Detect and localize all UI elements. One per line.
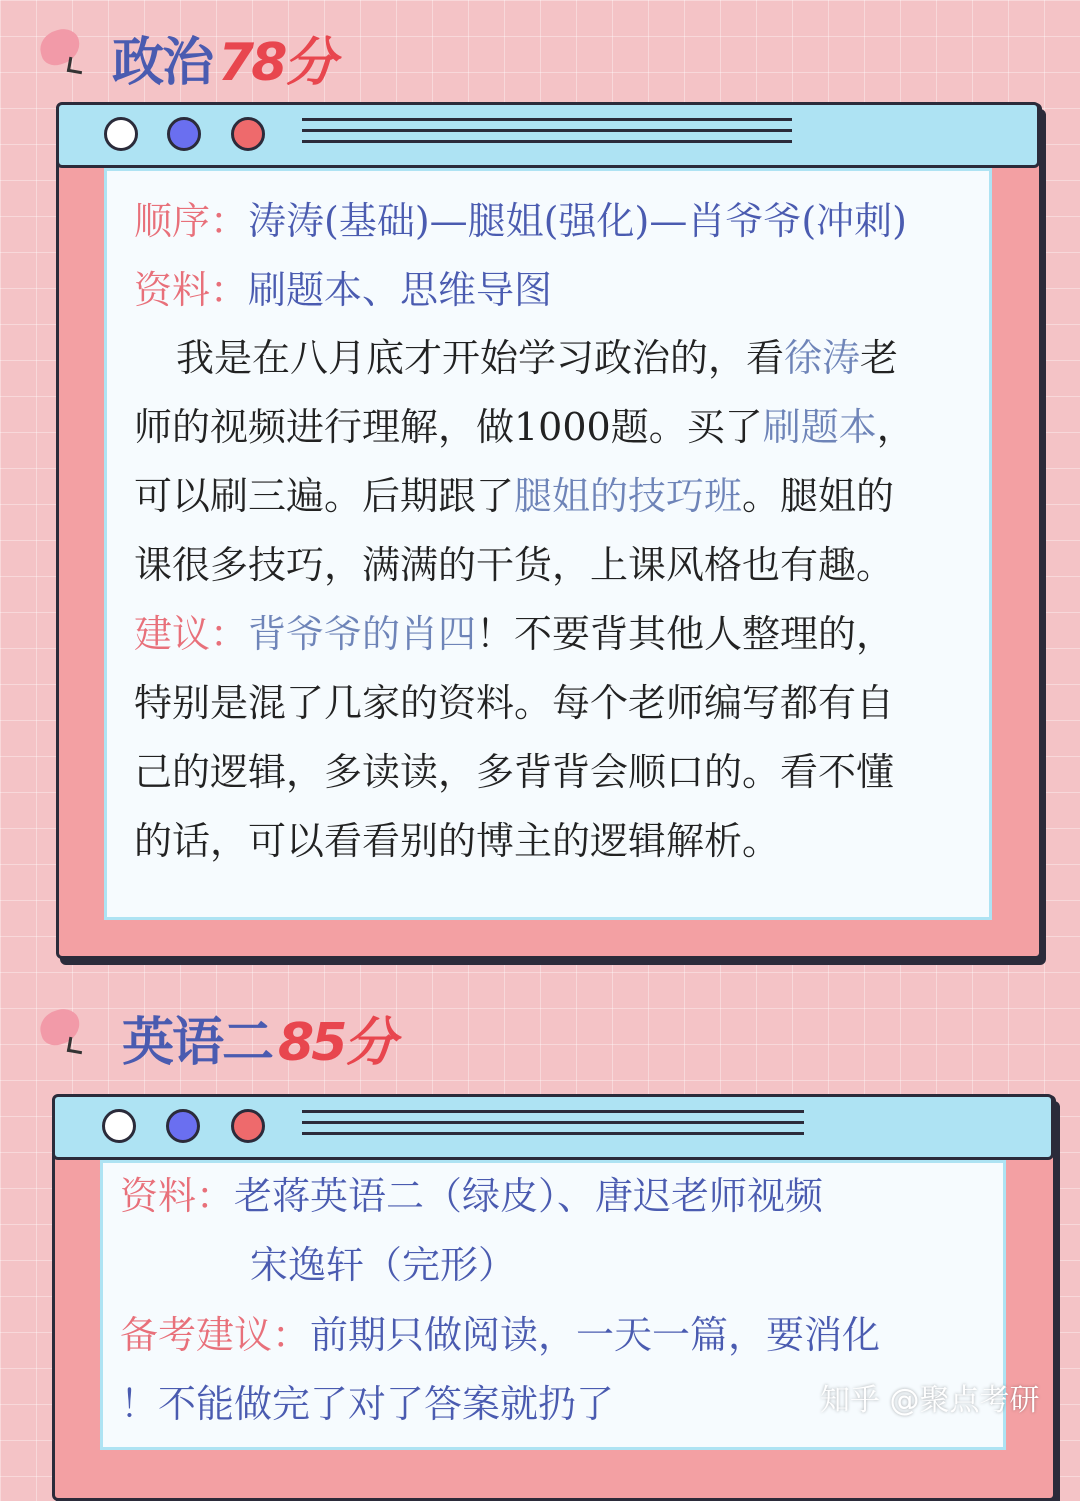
window-dot-red-icon [231, 1109, 265, 1143]
material-label: 资料： [134, 268, 249, 312]
window-dot-blue-icon [166, 1109, 200, 1143]
advice-label: 备考建议： [120, 1313, 311, 1357]
politics-paragraph [134, 324, 984, 876]
para-line [134, 324, 984, 393]
window-dot-white-icon [104, 117, 138, 151]
advice-row [120, 1313, 881, 1357]
window-dot-red-icon [231, 117, 265, 151]
material-label: 资料： [120, 1174, 235, 1218]
para-line [134, 462, 984, 531]
material-row [120, 1174, 824, 1218]
material-row [134, 268, 553, 312]
subject-title: 政治 [112, 33, 213, 93]
subject-title: 英语二 [122, 1013, 273, 1073]
sparkle-icon [67, 1037, 84, 1054]
advice-value: 前期只做阅读，一天一篇，要消化 [310, 1313, 881, 1357]
text: 可以刷三遍。后期跟了 [134, 474, 515, 518]
para-line: 的话，可以看看别的博主的逻辑解析。 [134, 819, 781, 863]
politics-heading [40, 20, 333, 95]
text: ， [876, 405, 915, 449]
highlight-text: 背爷爷的肖四 [248, 612, 477, 656]
sparkle-icon [67, 57, 84, 74]
watermark: 知乎 @聚点考研 [820, 1383, 1040, 1418]
text: ！不要背其他人整理的， [476, 612, 895, 656]
para-line [134, 393, 984, 462]
para-line: 课很多技巧，满满的干货，上课风格也有趣。 [134, 543, 895, 587]
advice-label: 建议： [134, 612, 249, 656]
para-line: 特别是混了几家的资料。每个老师编写都有自 [134, 681, 895, 725]
text: 师的视频进行理解，做1000题。买了 [134, 405, 763, 449]
order-label: 顺序： [134, 199, 249, 243]
titlebar-lines [302, 1110, 804, 1143]
subject-score: 78分 [218, 33, 334, 93]
highlight-text: 刷题本 [762, 405, 877, 449]
text: 。腿姐的 [742, 474, 895, 518]
material-value-line2: 宋逸轩（完形） [250, 1243, 517, 1287]
subject-score: 85分 [278, 1013, 394, 1073]
text: 我是在八月底才开始学习政治的，看 [176, 336, 785, 380]
text: 老 [860, 336, 899, 380]
window-dot-blue-icon [167, 117, 201, 151]
advice-line [134, 600, 984, 669]
window-dot-white-icon [102, 1109, 136, 1143]
highlight-text: 腿姐的技巧班 [514, 474, 743, 518]
para-line: 己的逻辑，多读读，多背背会顺口的。看不懂 [134, 750, 895, 794]
order-row [134, 199, 907, 243]
highlight-text: 徐涛 [784, 336, 861, 380]
material-value: 老蒋英语二（绿皮）、唐迟老师视频 [234, 1174, 824, 1218]
advice-value-line2: ！不能做完了对了答案就扔了 [120, 1382, 615, 1426]
material-value: 刷题本、思维导图 [248, 268, 553, 312]
titlebar-lines [302, 118, 792, 151]
english-heading [40, 1000, 393, 1075]
order-value: 涛涛(基础)—腿姐(强化)—肖爷爷(冲刺) [248, 199, 907, 243]
